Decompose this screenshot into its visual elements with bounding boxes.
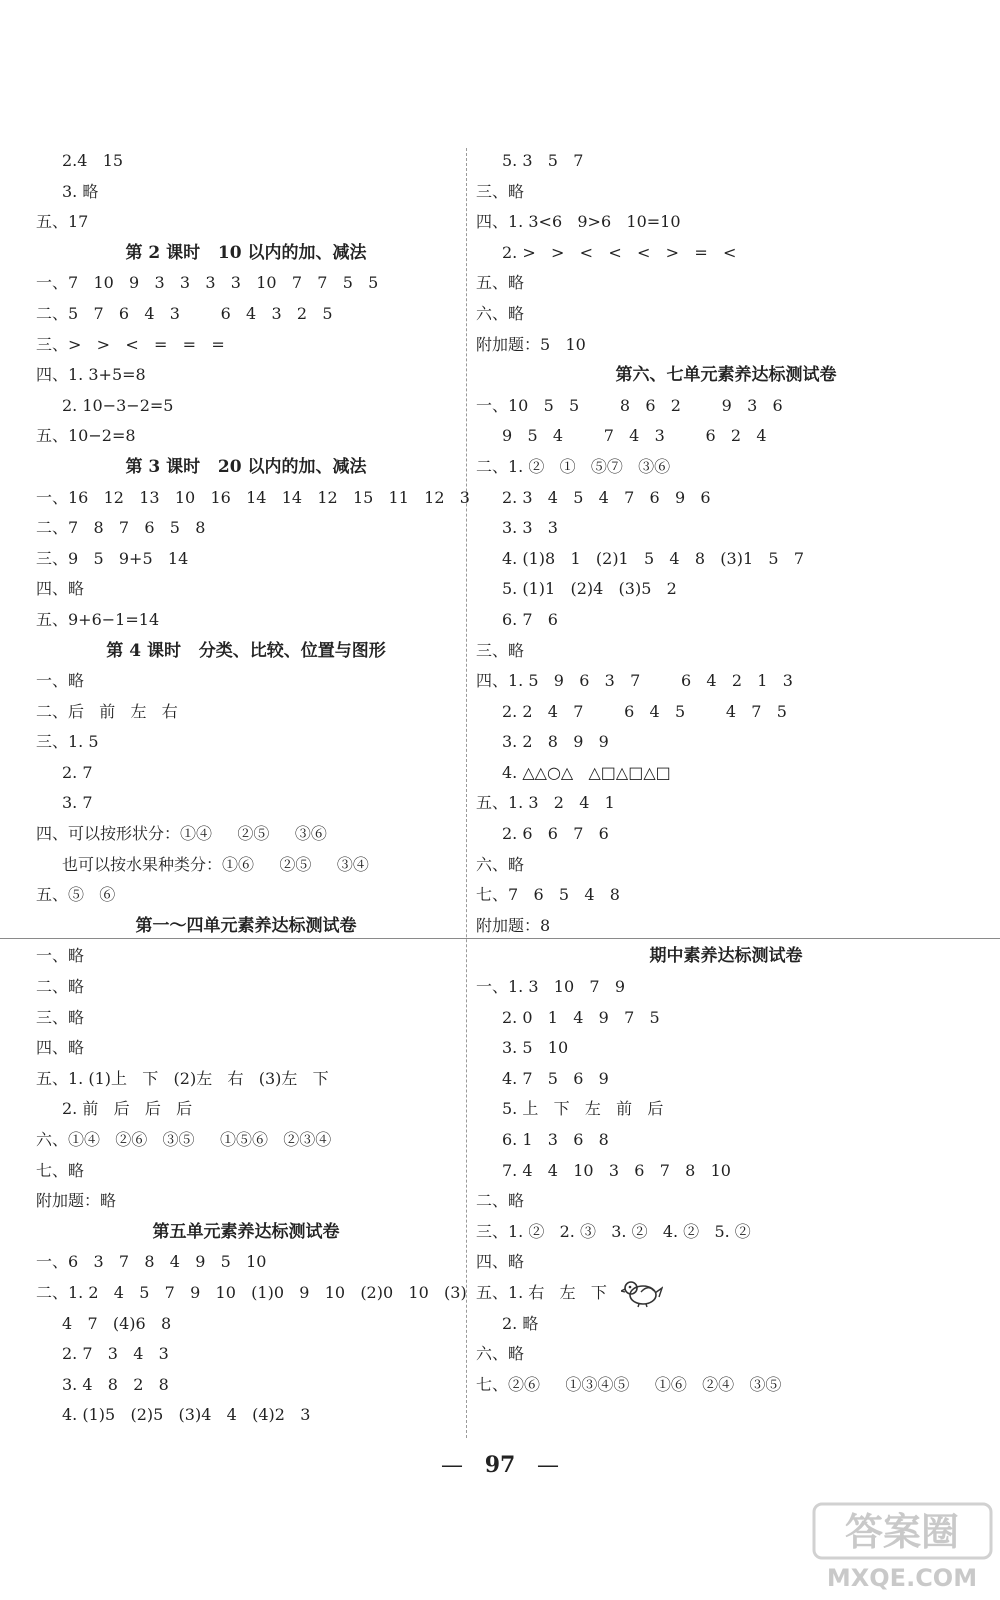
answer-line: [36, 1033, 456, 1064]
answer-line: [476, 1156, 976, 1187]
answer-line: [476, 1125, 976, 1156]
answer-line: [36, 146, 456, 177]
section-heading: [36, 636, 456, 667]
watermark-bottom-text: MXQE.COM: [826, 1564, 978, 1592]
answer-text: 3. 5 10: [502, 1038, 569, 1058]
left-column: [36, 146, 470, 1431]
column-divider: [466, 148, 467, 1438]
answer-line: [476, 207, 976, 238]
answer-line: [476, 911, 976, 942]
answer-line: [476, 1003, 976, 1034]
answer-text: 7. 4 4 10 3 6 7 8 10: [502, 1160, 731, 1180]
section-heading-text: 第一～四单元素养达标测试卷: [135, 915, 357, 936]
answer-line: [476, 452, 976, 483]
watermark-logo: [810, 1500, 995, 1595]
watermark-top-text: 答案圈: [844, 1510, 960, 1554]
answer-line: [476, 330, 976, 361]
section-heading: [36, 452, 456, 483]
answer-text: 三、1. ② 2. ③ 3. ② 4. ② 5. ②: [476, 1221, 751, 1241]
answer-text: 3. 略: [62, 181, 99, 201]
answer-line: [476, 636, 976, 667]
answer-line: [36, 391, 456, 422]
answer-line: [476, 697, 976, 728]
section-heading-text: 第六、七单元素养达标测试卷: [615, 365, 837, 386]
answer-line: [36, 666, 456, 697]
answer-text: 二、1. 2 4 5 7 9 10 (1)0 9 10 (2)0 10 (3): [36, 1282, 467, 1302]
answer-line: [36, 941, 456, 972]
answer-line: [476, 880, 976, 911]
answer-line: [476, 666, 976, 697]
answer-line: [36, 1064, 456, 1095]
answer-text: 也可以按水果种类分：①⑥ ②⑤ ③④: [62, 854, 369, 874]
answer-text: 4. △△○△ △□△□△□: [502, 762, 671, 782]
answer-line: [36, 758, 456, 789]
answer-line: [476, 1278, 976, 1309]
section-heading-text: 第 2 课时 10 以内的加、减法: [125, 242, 367, 263]
answer-text: 六、略: [476, 303, 525, 323]
answer-text: 六、①④ ②⑥ ③⑤ ①⑤⑥ ②③④: [36, 1130, 332, 1149]
answer-text: 七、7 6 5 4 8: [476, 885, 620, 905]
page-number-dash-left: —: [441, 1453, 464, 1478]
answer-text: 二、5 7 6 4 3 6 4 3 2 5: [36, 303, 333, 323]
answer-text: 五、1. 右 左 下: [476, 1282, 607, 1302]
answer-line: [476, 1247, 976, 1278]
answer-text: 五、9+6−1=14: [36, 609, 160, 629]
answer-line: [476, 1033, 976, 1064]
answer-line: [36, 483, 470, 514]
answer-line: [476, 819, 976, 850]
answer-text: 附加题：5 10: [476, 334, 586, 354]
answer-line: [476, 391, 976, 422]
answer-text: 七、②⑥ ①③④⑤ ①⑥ ②④ ③⑤: [476, 1374, 782, 1394]
answer-text: 三、9 5 9+5 14: [36, 548, 189, 568]
answer-line: [36, 850, 456, 881]
answer-text: 2. 7: [62, 762, 93, 782]
answer-line: [36, 544, 456, 575]
answer-text: 2. 6 6 7 6: [502, 824, 609, 844]
answer-line: [36, 1339, 456, 1370]
answer-text: 2. 略: [502, 1313, 539, 1333]
answer-text: 四、略: [36, 1038, 85, 1058]
answer-line: [36, 177, 456, 208]
answer-text: 3. 2 8 9 9: [502, 732, 609, 752]
answer-line: [476, 1064, 976, 1095]
answer-line: [476, 238, 976, 269]
answer-text: 6. 7 6: [502, 609, 558, 629]
answer-text: 一、7 10 9 3 3 3 3 10 7 7 5 5: [36, 273, 379, 293]
answer-text: 五、1. 3 2 4 1: [476, 793, 615, 813]
answer-text: 五、1. (1)上 下 (2)左 右 (3)左 下: [36, 1068, 329, 1088]
answer-line: [476, 299, 976, 330]
answer-text: 2. 2 4 7 6 4 5 4 7 5: [502, 701, 787, 721]
answer-text: 6. 1 3 6 8: [502, 1130, 609, 1149]
answer-text: 四、略: [476, 1252, 525, 1272]
answer-line: [476, 1339, 976, 1370]
answer-line: [476, 1186, 976, 1217]
answer-line: [36, 1370, 456, 1401]
answer-line: [36, 268, 456, 299]
answer-line: [36, 1400, 456, 1431]
answer-text: 一、10 5 5 8 6 2 9 3 6: [476, 395, 783, 415]
answer-line: [476, 605, 976, 636]
section-heading-text: 第 4 课时 分类、比较、位置与图形: [106, 640, 386, 661]
answer-line: [36, 513, 456, 544]
answer-line: [36, 605, 456, 636]
section-heading: [36, 1217, 456, 1248]
answer-line: [36, 788, 456, 819]
answer-text: 二、略: [36, 977, 85, 997]
answer-line: [476, 1217, 976, 1248]
answer-text: 一、略: [36, 946, 85, 966]
answer-text: 5. 上 下 左 前 后: [502, 1099, 664, 1119]
answer-text: 五、⑤ ⑥: [36, 885, 116, 905]
answer-text: 二、1. ② ① ⑤⑦ ③⑥: [476, 456, 671, 476]
answer-line: [476, 788, 976, 819]
answer-text: 四、可以按形状分：①④ ②⑤ ③⑥: [36, 824, 327, 844]
answer-line: [36, 819, 456, 850]
answer-text: 4. (1)5 (2)5 (3)4 4 (4)2 3: [62, 1405, 311, 1425]
answer-text: 六、略: [476, 854, 525, 874]
answer-text: 2. 0 1 4 9 7 5: [502, 1007, 660, 1027]
answer-line: [36, 972, 456, 1003]
answer-line: [476, 146, 976, 177]
answer-line: [476, 758, 976, 789]
answer-line: [36, 727, 456, 758]
answer-text: 四、1. 3<6 9>6 10=10: [476, 212, 681, 232]
answer-text: 2.4 15: [62, 151, 124, 170]
answer-line: [36, 1309, 456, 1340]
answer-line: [36, 1186, 456, 1217]
answer-line: [36, 207, 456, 238]
answer-text: 3. 4 8 2 8: [62, 1374, 169, 1394]
answer-line: [476, 1094, 976, 1125]
section-heading-text: 期中素养达标测试卷: [649, 946, 803, 967]
answer-text: 七、略: [36, 1160, 85, 1180]
section-heading: [476, 360, 976, 391]
section-heading: [36, 238, 456, 269]
answer-line: [476, 850, 976, 881]
answer-text: 9 5 4 7 4 3 6 2 4: [502, 426, 767, 446]
answer-text: 一、6 3 7 8 4 9 5 10: [36, 1252, 267, 1272]
answer-text: 5. (1)1 (2)4 (3)5 2: [502, 579, 677, 599]
answer-line: [476, 544, 976, 575]
answer-text: 四、略: [36, 579, 85, 599]
answer-line: [36, 697, 456, 728]
answer-line: [476, 483, 976, 514]
answer-line: [36, 421, 456, 452]
section-heading: [36, 911, 456, 942]
answer-line: [476, 268, 976, 299]
answer-line: [36, 1247, 456, 1278]
answer-text: 附加题：略: [36, 1191, 117, 1211]
bird-icon: [621, 1278, 663, 1308]
answer-text: 五、17: [36, 212, 89, 232]
answer-text: 三、> > < = = =: [36, 334, 225, 354]
answer-text: 2. 7 3 4 3: [62, 1344, 169, 1364]
answer-text: 2. 前 后 后 后: [62, 1099, 193, 1119]
answer-text: 一、略: [36, 671, 85, 691]
answer-line: [36, 1094, 456, 1125]
answer-text: 4 7 (4)6 8: [62, 1313, 172, 1333]
answer-text: 五、10−2=8: [36, 426, 136, 446]
page-number-dash-right: —: [536, 1453, 559, 1478]
answer-text: 三、略: [476, 640, 525, 660]
answer-text: 四、1. 3+5=8: [36, 365, 146, 385]
answer-line: [476, 727, 976, 758]
answer-text: 一、16 12 13 10 16 14 14 12 15 11 12 3: [36, 487, 470, 507]
answer-text: 2. > > < < < > = <: [502, 242, 737, 262]
answer-text: 六、略: [476, 1344, 525, 1364]
answer-line: [36, 880, 456, 911]
page-number: [0, 1452, 1000, 1478]
answer-line: [36, 360, 456, 391]
answer-text: 五、略: [476, 273, 525, 293]
answer-line: [476, 574, 976, 605]
answer-line: [36, 1003, 456, 1034]
answer-text: 三、略: [36, 1007, 85, 1027]
answer-line: [36, 299, 456, 330]
section-heading-text: 第 3 课时 20 以内的加、减法: [125, 456, 367, 477]
answer-line: [36, 330, 456, 361]
answer-text: 2. 3 4 5 4 7 6 9 6: [502, 487, 711, 507]
page-number-value: 97: [484, 1452, 516, 1478]
answer-line: [476, 1309, 976, 1340]
answer-text: 二、略: [476, 1191, 525, 1211]
answer-line: [476, 421, 976, 452]
answer-text: 四、1. 5 9 6 3 7 6 4 2 1 3: [476, 671, 793, 691]
answer-line: [476, 1370, 976, 1401]
answer-line: [476, 177, 976, 208]
answer-text: 二、7 8 7 6 5 8: [36, 518, 206, 538]
answer-line: [36, 1278, 467, 1309]
answer-text: 5. 3 5 7: [502, 151, 584, 170]
section-heading-text: 第五单元素养达标测试卷: [152, 1221, 340, 1242]
section-heading: [476, 941, 976, 972]
answer-text: 4. (1)8 1 (2)1 5 4 8 (3)1 5 7: [502, 548, 805, 568]
answer-text: 附加题：8: [476, 915, 551, 935]
answer-line: [36, 1125, 456, 1156]
answer-text: 3. 7: [62, 793, 93, 813]
answer-line: [36, 574, 456, 605]
answer-text: 一、1. 3 10 7 9: [476, 977, 626, 997]
answer-text: 二、后 前 左 右: [36, 701, 178, 721]
answer-text: 4. 7 5 6 9: [502, 1068, 609, 1088]
answer-line: [476, 513, 976, 544]
answer-line: [36, 1156, 456, 1187]
answer-text: 3. 3 3: [502, 518, 558, 538]
answer-line: [476, 972, 976, 1003]
answer-text: 三、1. 5: [36, 732, 99, 752]
answer-text: 2. 10−3−2=5: [62, 395, 174, 415]
right-column: [476, 146, 976, 1400]
answer-text: 三、略: [476, 181, 525, 201]
